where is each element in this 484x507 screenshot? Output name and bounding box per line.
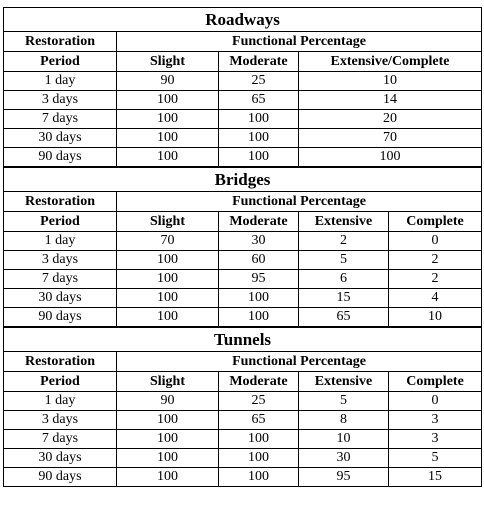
- value-cell: 65: [219, 411, 299, 430]
- period-cell: 90 days: [4, 148, 117, 167]
- functional-percentage-header: Functional Percentage: [117, 352, 482, 372]
- period-cell: 3 days: [4, 411, 117, 430]
- value-cell: 100: [219, 308, 299, 327]
- table-row: [4, 232, 482, 251]
- value-cell: 100: [117, 91, 219, 110]
- value-cell: 100: [219, 148, 299, 167]
- table-row: [4, 449, 482, 468]
- value-cell: 100: [117, 468, 219, 487]
- value-cell: 100: [219, 449, 299, 468]
- value-cell: 14: [299, 91, 482, 110]
- value-cell: 0: [389, 232, 482, 251]
- value-cell: 100: [117, 411, 219, 430]
- value-cell: 15: [389, 468, 482, 487]
- state-header-moderate: Moderate: [219, 52, 299, 72]
- section-title: Bridges: [4, 168, 482, 192]
- state-header-extensive: Extensive: [299, 212, 389, 232]
- restoration-period-header: Period: [4, 372, 117, 392]
- value-cell: 20: [299, 110, 482, 129]
- value-cell: 25: [219, 72, 299, 91]
- period-cell: 1 day: [4, 72, 117, 91]
- value-cell: 30: [299, 449, 389, 468]
- table-row: [4, 148, 482, 167]
- roadways-table: [3, 7, 482, 167]
- value-cell: 100: [117, 289, 219, 308]
- value-cell: 65: [219, 91, 299, 110]
- restoration-period-header: Period: [4, 212, 117, 232]
- restoration-tables: [3, 7, 481, 487]
- value-cell: 90: [117, 392, 219, 411]
- period-cell: 30 days: [4, 129, 117, 148]
- value-cell: 2: [299, 232, 389, 251]
- value-cell: 25: [219, 392, 299, 411]
- period-cell: 1 day: [4, 392, 117, 411]
- state-header-extensive: Extensive: [299, 372, 389, 392]
- value-cell: 100: [219, 468, 299, 487]
- value-cell: 15: [299, 289, 389, 308]
- value-cell: 100: [219, 430, 299, 449]
- period-cell: 1 day: [4, 232, 117, 251]
- restoration-period-header: Restoration: [4, 352, 117, 372]
- value-cell: 100: [117, 449, 219, 468]
- state-header-slight: Slight: [117, 52, 219, 72]
- section-title: Roadways: [4, 8, 482, 32]
- value-cell: 100: [117, 110, 219, 129]
- value-cell: 95: [219, 270, 299, 289]
- tunnels-table: [3, 327, 482, 487]
- value-cell: 100: [219, 129, 299, 148]
- value-cell: 100: [117, 251, 219, 270]
- value-cell: 90: [117, 72, 219, 91]
- value-cell: 2: [389, 251, 482, 270]
- value-cell: 0: [389, 392, 482, 411]
- period-cell: 7 days: [4, 270, 117, 289]
- period-cell: 3 days: [4, 251, 117, 270]
- period-cell: 7 days: [4, 430, 117, 449]
- table-row: [4, 411, 482, 430]
- table-row: [4, 430, 482, 449]
- value-cell: 100: [299, 148, 482, 167]
- bridges-table: [3, 167, 482, 327]
- table-row: [4, 308, 482, 327]
- value-cell: 5: [299, 251, 389, 270]
- table-row: [4, 270, 482, 289]
- value-cell: 3: [389, 411, 482, 430]
- state-header-slight: Slight: [117, 372, 219, 392]
- table-row: [4, 251, 482, 270]
- value-cell: 6: [299, 270, 389, 289]
- value-cell: 100: [117, 148, 219, 167]
- state-header-moderate: Moderate: [219, 372, 299, 392]
- value-cell: 10: [299, 430, 389, 449]
- section-title: Tunnels: [4, 328, 482, 352]
- value-cell: 2: [389, 270, 482, 289]
- value-cell: 8: [299, 411, 389, 430]
- state-header-extensive-complete: Extensive/Complete: [299, 52, 482, 72]
- table-row: [4, 72, 482, 91]
- value-cell: 4: [389, 289, 482, 308]
- value-cell: 100: [117, 129, 219, 148]
- table-row: [4, 289, 482, 308]
- value-cell: 100: [219, 289, 299, 308]
- functional-percentage-header: Functional Percentage: [117, 192, 482, 212]
- state-header-moderate: Moderate: [219, 212, 299, 232]
- value-cell: 70: [117, 232, 219, 251]
- restoration-period-header: Restoration: [4, 32, 117, 52]
- period-cell: 30 days: [4, 289, 117, 308]
- value-cell: 100: [117, 270, 219, 289]
- table-row: [4, 468, 482, 487]
- functional-percentage-header: Functional Percentage: [117, 32, 482, 52]
- value-cell: 100: [117, 308, 219, 327]
- value-cell: 30: [219, 232, 299, 251]
- value-cell: 95: [299, 468, 389, 487]
- value-cell: 5: [389, 449, 482, 468]
- value-cell: 60: [219, 251, 299, 270]
- table-row: [4, 129, 482, 148]
- value-cell: 10: [389, 308, 482, 327]
- period-cell: 90 days: [4, 308, 117, 327]
- period-cell: 3 days: [4, 91, 117, 110]
- value-cell: 100: [117, 430, 219, 449]
- state-header-complete: Complete: [389, 212, 482, 232]
- period-cell: 7 days: [4, 110, 117, 129]
- state-header-slight: Slight: [117, 212, 219, 232]
- value-cell: 65: [299, 308, 389, 327]
- restoration-period-header: Period: [4, 52, 117, 72]
- value-cell: 3: [389, 430, 482, 449]
- value-cell: 70: [299, 129, 482, 148]
- state-header-complete: Complete: [389, 372, 482, 392]
- restoration-period-header: Restoration: [4, 192, 117, 212]
- table-row: [4, 392, 482, 411]
- value-cell: 5: [299, 392, 389, 411]
- table-row: [4, 110, 482, 129]
- value-cell: 100: [219, 110, 299, 129]
- table-row: [4, 91, 482, 110]
- period-cell: 30 days: [4, 449, 117, 468]
- value-cell: 10: [299, 72, 482, 91]
- period-cell: 90 days: [4, 468, 117, 487]
